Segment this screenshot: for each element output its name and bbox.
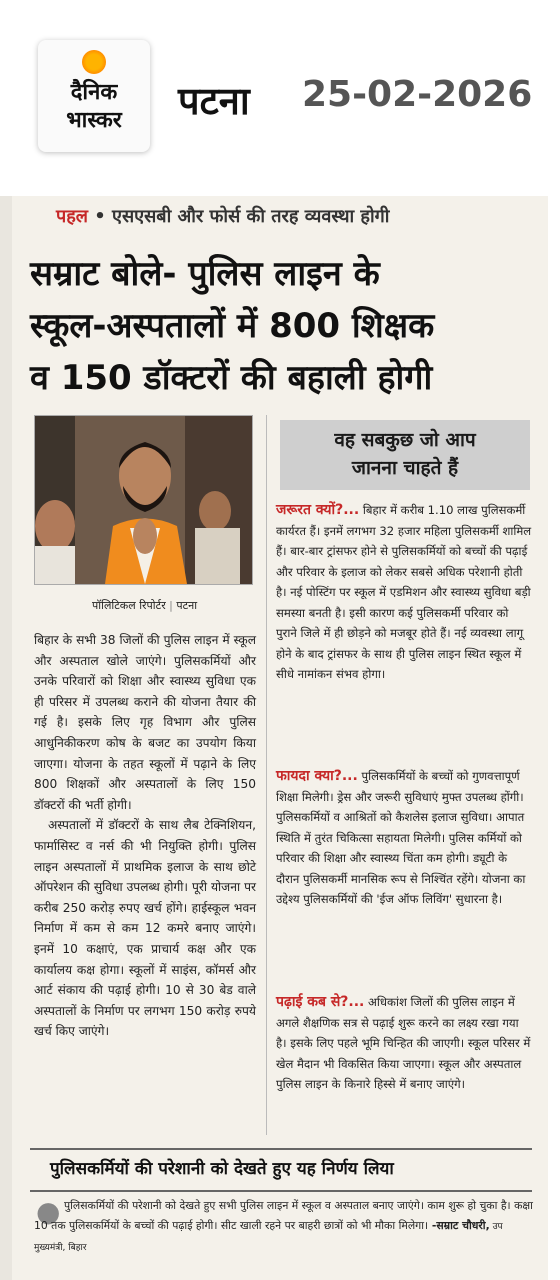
section-text: पुलिसकर्मियों के बच्चों को गुणवत्तापूर्ण शिक्षा मिलेगी। ड्रेस और जरूरी सुविधाएं मुफ्त उपलब्ध होंगी। पुलिसकर्मियों व आश्रितों को कैशलेस इलाज सुविधा। आपात स्थिति में तुरंत चिकित्सा सहायता मिलेगी। पुलिस कर्मियों को परिवार की शिक्षा और स्वास्थ्य चिंता कम होगी। ड्यूटी के दौरान पुलिसकर्मी मानसिक रूप से निश्चिंत रहेंगे। योजना का उद्देश्य पुलिसकर्मियों की 'ईज ऑफ लिविंग' सुधारना है। xyxy=(276,769,526,906)
banner-line: वह सबकुछ जो आप xyxy=(334,429,476,451)
column-divider xyxy=(266,415,267,1135)
speech-bubble-icon: ● xyxy=(36,1195,61,1228)
logo-line1: दैनिक xyxy=(70,80,118,105)
section-text: अधिकांश जिलों की पुलिस लाइन में अगले शैक्षणिक सत्र से पढ़ाई शुरू करने का लक्ष्य रखा गया है। इसके लिए पहले भूमि चिन्हित की जाएगी। स्कूल परिसर में खेल मैदान भी विकसित किया जाएगा। स्कूल और अस्पताल पुलिस लाइन के किनारे हिस्से में बनाए जाएंगे। xyxy=(276,995,531,1091)
headline-line: सम्राट बोले- पुलिस लाइन के xyxy=(30,254,380,294)
article-paragraph: अस्पतालों में डॉक्टरों के साथ लैब टेक्निशियन, फार्मासिस्ट व नर्स की भी नियुक्ति होगी। पुलिस लाइन अस्पतालों में प्राथमिक इलाज के साथ छोटे ऑपरेशन की सुविधा उपलब्ध होगी। पूरी योजना पर करीब 250 करोड़ रुपए खर्च होंगे। हाईस्कूल भवन निर्माण में कम से कम 12 कमरे बनाए जाएंगे। इनमें 10 कक्षाएं, एक प्राचार्य कक्ष और एक कार्यालय कक्ष होगा। स्कूलों में साइंस, कॉमर्स और आर्ट संकाय की पढ़ाई होगी। 10 से 30 बेड वाले अस्पतालों के निर्माण पर लगभग 150 करोड़ रुपये खर्च किए जाएंगे। xyxy=(34,818,256,1039)
edition-city: पटना xyxy=(178,79,250,123)
byline-city: पटना xyxy=(176,599,198,612)
quote-text: पुलिसकर्मियों की परेशानी को देखते हुए सभी पुलिस लाइन में स्कूल व अस्पताल बनाए जाएंगे। काम शुरू हो चुका है। कक्षा 10 तक पुलिसकर्मियों के बच्चों की पढ़ाई होगी। सीट खाली रहने पर बाहरी छात्रों को भी मौका मिलेगा। xyxy=(34,1199,533,1232)
news-photo xyxy=(34,415,253,585)
edition-date: 25-02-2026 xyxy=(302,74,533,115)
byline-separator: | xyxy=(165,599,177,612)
kicker-text: • एसएसबी और फोर्स की तरह व्यवस्था होगी xyxy=(94,206,390,227)
section-heading: पढ़ाई कब से?... xyxy=(276,994,365,1010)
article-paragraph: बिहार के सभी 38 जिलों की पुलिस लाइन में स्कूल और अस्पताल खोले जाएंगे। पुलिसकर्मियों और उनके परिवारों को शिक्षा और स्वास्थ्य सुविधा एक ही परिसर में उपलब्ध कराने की योजना तैयार की गई है। इसके लिए गृह विभाग और पुलिस आधुनिकीकरण कोष के बजट का उपयोग किया जाएगा। योजना के तहत स्कूलों में पढ़ाने के लिए 800 शिक्षकों और अस्पतालों के लिए 150 डॉक्टरों की भर्ती होगी। xyxy=(34,633,256,812)
logo-line2: भास्कर xyxy=(66,108,122,133)
headline-line: स्कूल-अस्पतालों में 800 शिक्षक xyxy=(30,306,435,346)
quote-speaker: -सम्राट चौधरी, xyxy=(428,1219,490,1232)
page-edge xyxy=(0,196,12,1280)
section-when xyxy=(276,992,532,1095)
sun-icon xyxy=(82,50,106,74)
banner-line: जानना चाहते हैं xyxy=(351,457,459,479)
info-banner xyxy=(280,420,530,490)
section-heading: जरूरत क्यों?... xyxy=(276,502,360,518)
section-heading: फायदा क्या?... xyxy=(276,768,358,784)
headline-line: व 150 डॉक्टरों की बहाली होगी xyxy=(30,358,433,398)
byline xyxy=(92,598,197,613)
section-text: बिहार में करीब 1.10 लाख पुलिसकर्मी कार्यरत हैं। इनमें लगभग 32 हजार महिला पुलिसकर्मी शामिल हैं। बार-बार ट्रांसफर होने से पुलिसकर्मियों को बच्चों की पढ़ाई और परिवार के इलाज को लेकर सबसे अधिक परेशानी होती है। नई पोस्टिंग पर स्कूल में एडमिशन और स्वास्थ्य सुविधा बड़ी समस्या बनती है। इसी कारण कई पुलिसकर्मी परिवार को पुराने जिले में ही छोड़ने को मजबूर होते हैं। नई व्यवस्था लागू होने के बाद ट्रांसफर के साथ ही पुलिस लाइन स्थित स्कूल में सीधे नामांकन संभव होगा। xyxy=(276,503,532,681)
photo-illustration xyxy=(35,416,252,584)
headline xyxy=(30,248,550,404)
reporter-name: पॉलिटिकल रिपोर्टर xyxy=(92,599,166,612)
quote-block xyxy=(34,1196,534,1258)
quote-title: पुलिसकर्मियों की परेशानी को देखते हुए यह निर्णय लिया xyxy=(50,1159,394,1179)
quote-role: उप मुख्यमंत्री, बिहार xyxy=(34,1222,503,1253)
app-header xyxy=(0,0,560,190)
kicker-label: पहल xyxy=(56,206,88,227)
newspaper-logo[interactable] xyxy=(38,40,150,152)
section-why xyxy=(276,500,532,685)
kicker xyxy=(56,204,389,228)
article-left-column xyxy=(34,630,256,1042)
section-benefit xyxy=(276,766,532,910)
